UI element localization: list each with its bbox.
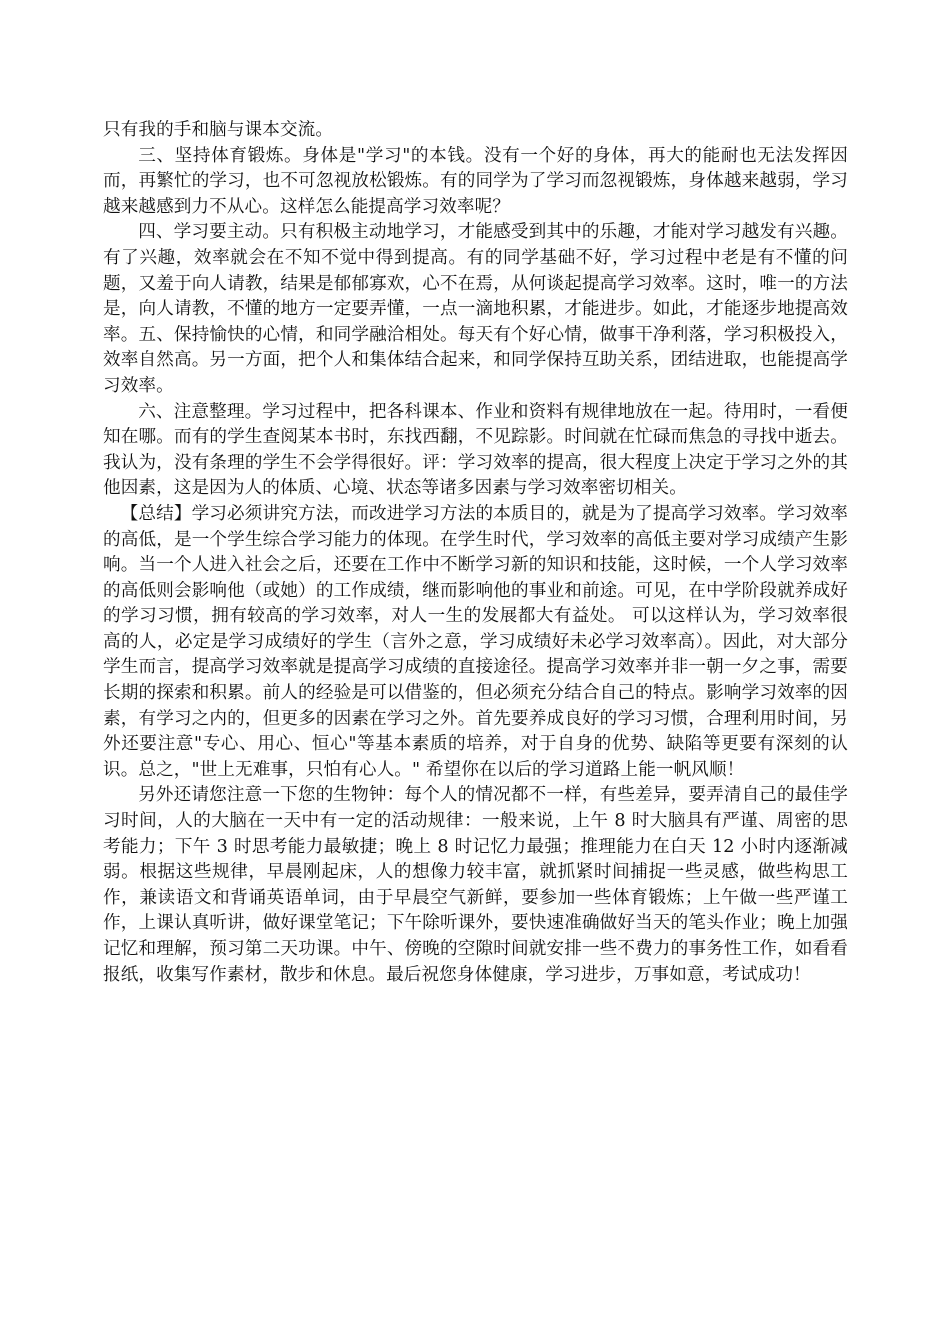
paragraph-summary: 【总结】学习必须讲究方法，而改进学习方法的本质目的，就是为了提高学习效率。学习效率的高低，是一个学生综合学习能力的体现。在学生时代，学习效率的高低主要对学习成绩产生影响。当一个人进入社会之后，还要在工作中不断学习新的知识和技能，这时候，一个人学习效率的高低则会影响他（或她）的工作成绩，继而影响他的事业和前途。可见，在中学阶段就养成好的学习习惯，拥有较高的学习效率，对人一生的发展都大有益处。 可以这样认为，学习效率很高的人，必定是学习成绩好的学生（言外之意，学习成绩好未必学习效率高）。因此，对大部分学生而言，提高学习效率就是提高学习成绩的直接途径。提高学习效率并非一朝一夕之事，需要长期的探索和积累。前人的经验是可以借鉴的，但必须充分结合自己的特点。影响学习效率的因素，有学习之内的，但更多的因素在学习之外。首先要养成良好的学习习惯，合理利用时间，另外还要注意"专心、用心、恒心"等基本素质的培养，对于自身的优势、缺陷等更要有深刻的认识。总之，"世上无难事，只怕有心人。" 希望你在以后的学习道路上能一帆风顺！ bbox=[103, 503, 848, 780]
paragraph-active-learning: 四、学习要主动。只有积极主动地学习，才能感受到其中的乐趣，才能对学习越发有兴趣。有了兴趣，效率就会在不知不觉中得到提高。有的同学基础不好，学习过程中老是有不懂的问题，又羞于向人请教，结果是郁郁寡欢，心不在焉，从何谈起提高学习效率。这时，唯一的方法是，向人请教，不懂的地方一定要弄懂，一点一滴地积累，才能进步。如此，才能逐步地提高效率。五、保持愉快的心情，和同学融洽相处。每天有个好心情，做事干净利落，学习积极投入，效率自然高。另一方面，把个人和集体结合起来，和同学保持互助关系，团结进取，也能提高学习效率。 bbox=[103, 222, 848, 396]
paragraph-physical-exercise: 三、坚持体育锻炼。身体是"学习"的本钱。没有一个好的身体，再大的能耐也无法发挥因而，再繁忙的学习，也不可忽视放松锻炼。有的同学为了学习而忽视锻炼，身体越来越弱，学习越来越感到力不从心。这样怎么能提高学习效率呢？ bbox=[103, 145, 848, 217]
document-body bbox=[103, 118, 848, 988]
paragraph-biological-clock: 另外还请您注意一下您的生物钟：每个人的情况都不一样，有些差异，要弄清自己的最佳学习时间，人的大脑在一天中有一定的活动规律：一般来说，上午 8 时大脑具有严谨、周密的思考能力；下午 3 时思考能力最敏捷；晚上 8 时记忆力最强；推理能力在白天 12 小时内逐渐减弱。根据这些规律，早晨刚起床，人的想像力较丰富，就抓紧时间捕捉一些灵感，做些构思工作，兼读语文和背诵英语单词，由于早晨空气新鲜，要参加一些体育锻炼；上午做一些严谨工作，上课认真听讲，做好课堂笔记；下午除听课外，要快速准确做好当天的笔头作业；晚上加强记忆和理解，预习第二天功课。中午、傍晚的空隙时间就安排一些不费力的事务性工作，如看看报纸，收集写作素材，散步和休息。最后祝您身体健康，学习进步，万事如意，考试成功！ bbox=[103, 785, 848, 985]
paragraph-continuation: 只有我的手和脑与课本交流。 bbox=[103, 120, 334, 140]
paragraph-organization: 六、注意整理。学习过程中，把各科课本、作业和资料有规律地放在一起。待用时，一看便知在哪。而有的学生查阅某本书时，东找西翻，不见踪影。时间就在忙碌而焦急的寻找中逝去。我认为，没有条理的学生不会学得很好。评：学习效率的提高，很大程度上决定于学习之外的其他因素，这是因为人的体质、心境、状态等诸多因素与学习效率密切相关。 bbox=[103, 401, 848, 499]
